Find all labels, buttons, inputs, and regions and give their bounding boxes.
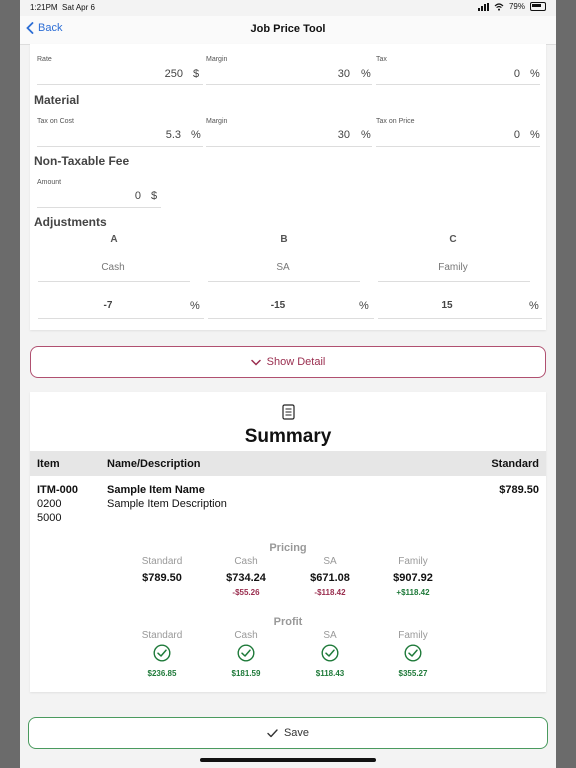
fee-heading: Non-Taxable Fee <box>34 154 130 168</box>
adjustment-b-value-underline <box>208 318 374 319</box>
adjustment-c-header: C <box>449 234 457 245</box>
fee-amount-label: Amount <box>37 179 62 186</box>
show-detail-label: Show Detail <box>266 356 326 368</box>
material-margin-underline <box>206 146 372 147</box>
status-icons <box>478 2 546 11</box>
adjustment-c-name-underline <box>378 281 530 282</box>
adjustment-b-unit: % <box>359 300 369 312</box>
show-detail-button[interactable] <box>30 346 546 378</box>
profit-sa-value: $118.43 <box>315 669 345 678</box>
profit-sa-label: SA <box>323 630 337 641</box>
labor-margin-unit: % <box>361 68 371 80</box>
fee-amount-underline <box>37 207 161 208</box>
tax-on-price-label: Tax on Price <box>376 118 415 125</box>
pricing-cash-delta: -$55.26 <box>232 588 260 597</box>
adjustment-a-value-underline <box>38 318 204 319</box>
pricing-standard-value: $789.50 <box>142 572 182 584</box>
status-time <box>30 3 95 12</box>
check-circle-icon <box>373 644 453 662</box>
item-name: Sample Item Name <box>107 484 205 496</box>
labor-margin-underline <box>206 84 372 85</box>
tax-on-cost-input[interactable]: 5.3 <box>165 129 181 141</box>
material-heading: Material <box>34 93 80 107</box>
adjustment-b-name-input[interactable]: SA <box>276 262 290 273</box>
tax-on-price-underline <box>376 146 540 147</box>
check-circle-icon <box>122 644 202 662</box>
tax-on-cost-label: Tax on Cost <box>37 118 74 125</box>
profit-standard-value: $236.85 <box>147 669 177 678</box>
fee-amount-input[interactable]: 0 <box>134 190 141 202</box>
pricing-family-label: Family <box>398 556 428 567</box>
labor-tax-unit: % <box>530 68 540 80</box>
back-label: Back <box>38 22 63 34</box>
adjustment-a-name-input[interactable]: Cash <box>101 262 125 273</box>
navigation-bar <box>20 16 556 45</box>
settings-card <box>30 44 546 330</box>
tax-on-price-unit: % <box>530 129 540 141</box>
item-description: Sample Item Description <box>107 498 227 510</box>
adjustment-c-value-underline <box>378 318 542 319</box>
adjustment-a-header: A <box>110 234 118 245</box>
adjustment-a-name-underline <box>38 281 190 282</box>
header-standard: Standard <box>491 458 539 470</box>
status-bar <box>20 0 556 16</box>
material-margin-input[interactable]: 30 <box>337 129 350 141</box>
item-line3: 5000 <box>37 512 62 524</box>
header-name: Name/Description <box>107 458 201 470</box>
pricing-standard-label: Standard <box>141 556 183 567</box>
tax-on-cost-underline <box>37 146 203 147</box>
labor-tax-underline <box>376 84 540 85</box>
check-circle-icon <box>206 644 286 662</box>
battery-percent: 79% <box>508 2 525 11</box>
profit-heading: Profit <box>273 616 303 628</box>
checkmark-icon <box>267 729 278 738</box>
adjustment-b-name-underline <box>208 281 360 282</box>
item-standard-price: $789.50 <box>499 484 539 496</box>
profit-cash-value: $181.59 <box>231 669 261 678</box>
summary-card <box>30 392 546 692</box>
pricing-cash-label: Cash <box>234 556 258 567</box>
labor-tax-input[interactable]: 0 <box>513 68 520 80</box>
tax-on-cost-unit: % <box>191 129 201 141</box>
adjustment-c-unit: % <box>529 300 539 312</box>
save-label: Save <box>283 727 310 739</box>
adjustment-b-value-input[interactable]: -15 <box>270 300 286 311</box>
profit-family-label: Family <box>398 630 428 641</box>
labor-tax-label: Tax <box>376 56 387 63</box>
time-text: 1:21PM <box>30 3 58 12</box>
adjustment-a-unit: % <box>190 300 200 312</box>
item-code: ITM-000 <box>37 484 78 496</box>
material-margin-label: Margin <box>206 118 228 125</box>
rate-underline <box>37 84 203 85</box>
fee-amount-unit: $ <box>151 190 158 202</box>
battery-icon <box>530 2 546 11</box>
profit-cash-label: Cash <box>234 630 258 641</box>
home-indicator[interactable] <box>200 758 376 762</box>
pricing-family-value: $907.92 <box>393 572 433 584</box>
page-title: Job Price Tool <box>250 23 326 35</box>
document-icon <box>282 404 295 420</box>
date-text: Sat Apr 6 <box>62 3 95 12</box>
header-item: Item <box>37 458 60 470</box>
item-line2: 0200 <box>37 498 62 510</box>
rate-input[interactable]: 250 <box>164 68 183 80</box>
profit-standard-label: Standard <box>141 630 183 641</box>
summary-title: Summary <box>244 426 332 447</box>
save-button[interactable] <box>28 717 548 749</box>
profit-family-value: $355.27 <box>398 669 428 678</box>
signal-icon <box>478 3 489 11</box>
labor-margin-input[interactable]: 30 <box>337 68 350 80</box>
rate-unit: $ <box>193 68 200 80</box>
adjustment-c-value-input[interactable]: 15 <box>441 300 453 311</box>
adjustment-b-header: B <box>280 234 288 245</box>
pricing-sa-delta: -$118.42 <box>314 588 346 597</box>
wifi-icon <box>494 3 504 11</box>
pricing-cash-value: $734.24 <box>226 572 266 584</box>
pricing-heading: Pricing <box>269 542 307 554</box>
material-margin-unit: % <box>361 129 371 141</box>
app-screen <box>20 0 556 768</box>
pricing-sa-label: SA <box>323 556 337 567</box>
tax-on-price-input[interactable]: 0 <box>513 129 520 141</box>
chevron-down-icon <box>251 359 261 366</box>
labor-margin-label: Margin <box>206 56 228 63</box>
adjustments-heading: Adjustments <box>34 215 107 229</box>
pricing-family-delta: +$118.42 <box>396 588 430 597</box>
adjustment-c-name-input[interactable]: Family <box>438 262 468 273</box>
pricing-sa-value: $671.08 <box>310 572 350 584</box>
adjustment-a-value-input[interactable]: -7 <box>103 300 113 311</box>
check-circle-icon <box>290 644 370 662</box>
summary-table-header <box>30 451 546 476</box>
rate-label: Rate <box>37 56 52 63</box>
